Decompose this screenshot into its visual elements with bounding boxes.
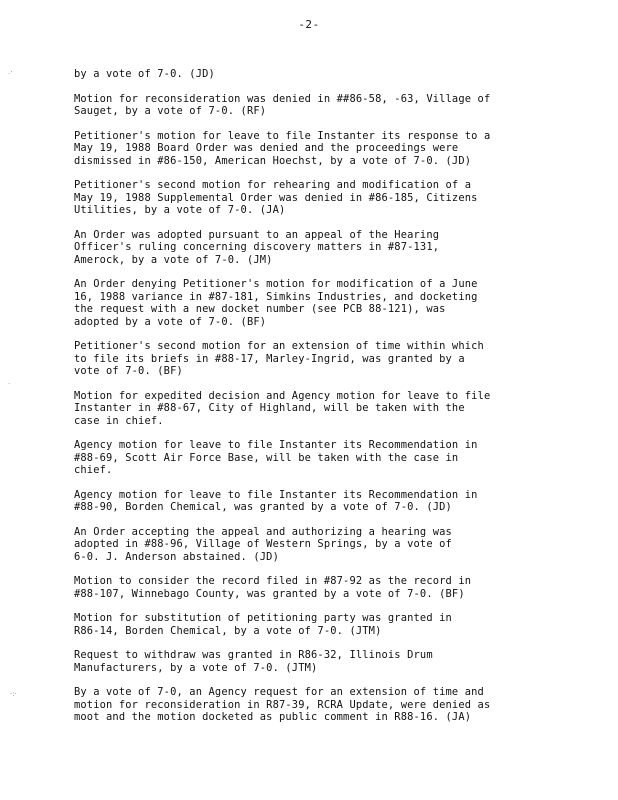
minutes-paragraph: Petitioner's motion for leave to file Instanter its response to a May 19, 1988 Board Order was denied and the proceedings were dismissed in #86-150, American Hoechst, by a vote of 7-0. (JD) xyxy=(74,129,491,167)
minutes-paragraph: Request to withdraw was granted in R86-32, Illinois Drum Manufacturers, by a vote of 7-0. (JTM) xyxy=(74,649,433,674)
minutes-paragraph: Motion for substitution of petitioning party was granted in R86-14, Borden Chemical, by a vote of 7-0. (JTM) xyxy=(74,612,452,637)
minutes-paragraph: by a vote of 7-0. (JD) xyxy=(74,68,215,80)
minutes-paragraph: Petitioner's second motion for rehearing and modification of a May 19, 1988 Supplemental Order was denied in #86-185, Citizens Utilities, by a vote of 7-0. (JA) xyxy=(74,179,478,216)
page-number: -2- xyxy=(298,18,320,31)
minutes-paragraph: Agency motion for leave to file Instanter its Recommendation in #88-90, Borden Chemical, was granted by a vote of 7-0. (JD) xyxy=(74,488,478,513)
scan-speck: · xyxy=(8,380,11,388)
scan-speck: ·:· xyxy=(10,690,17,698)
minutes-paragraph: Motion to consider the record filed in #87-92 as the record in #88-107, Winnebago County, was granted by a vote of 7-0. (BF) xyxy=(74,575,472,600)
minutes-paragraph: Agency motion for leave to file Instanter its Recommendation in #88-69, Scott Air Force Base, will be taken with the case in chief. xyxy=(74,439,478,476)
minutes-paragraph: Motion for expedited decision and Agency motion for leave to file Instanter in #88-67, City of Highland, will be taken with the case in chief. xyxy=(74,389,491,427)
minutes-paragraph: Motion for reconsideration was denied in ##86-58, -63, Village of Sauget, by a vote of 7-0. (RF) xyxy=(74,92,491,117)
minutes-body xyxy=(74,68,564,736)
minutes-paragraph: An Order denying Petitioner's motion for modification of a June 16, 1988 variance in #87-181, Simkins Industries, and docketing the request with a new docket number (see PCB 88-121), was adopted by a vote of 7-0. (BF) xyxy=(74,278,478,328)
minutes-paragraph: An Order accepting the appeal and authorizing a hearing was adopted in #88-96, Village of Western Springs, by a vote of 6-0. J. Anderson abstained. (JD) xyxy=(74,525,452,563)
minutes-paragraph: Petitioner's second motion for an extension of time within which to file its briefs in #88-17, Marley-Ingrid, was granted by a vote of 7-0. (BF) xyxy=(74,340,484,377)
minutes-paragraph: By a vote of 7-0, an Agency request for an extension of time and motion for reconsideration in R87-39, RCRA Update, were denied as moot and the motion docketed as public comment in R88-16. (JA) xyxy=(74,686,491,723)
minutes-paragraph: An Order was adopted pursuant to an appeal of the Hearing Officer's ruling concerning discovery matters in #87-131, Amerock, by a vote of 7-0. (JM) xyxy=(74,228,440,266)
scan-speck: ·ʼ xyxy=(8,70,13,78)
